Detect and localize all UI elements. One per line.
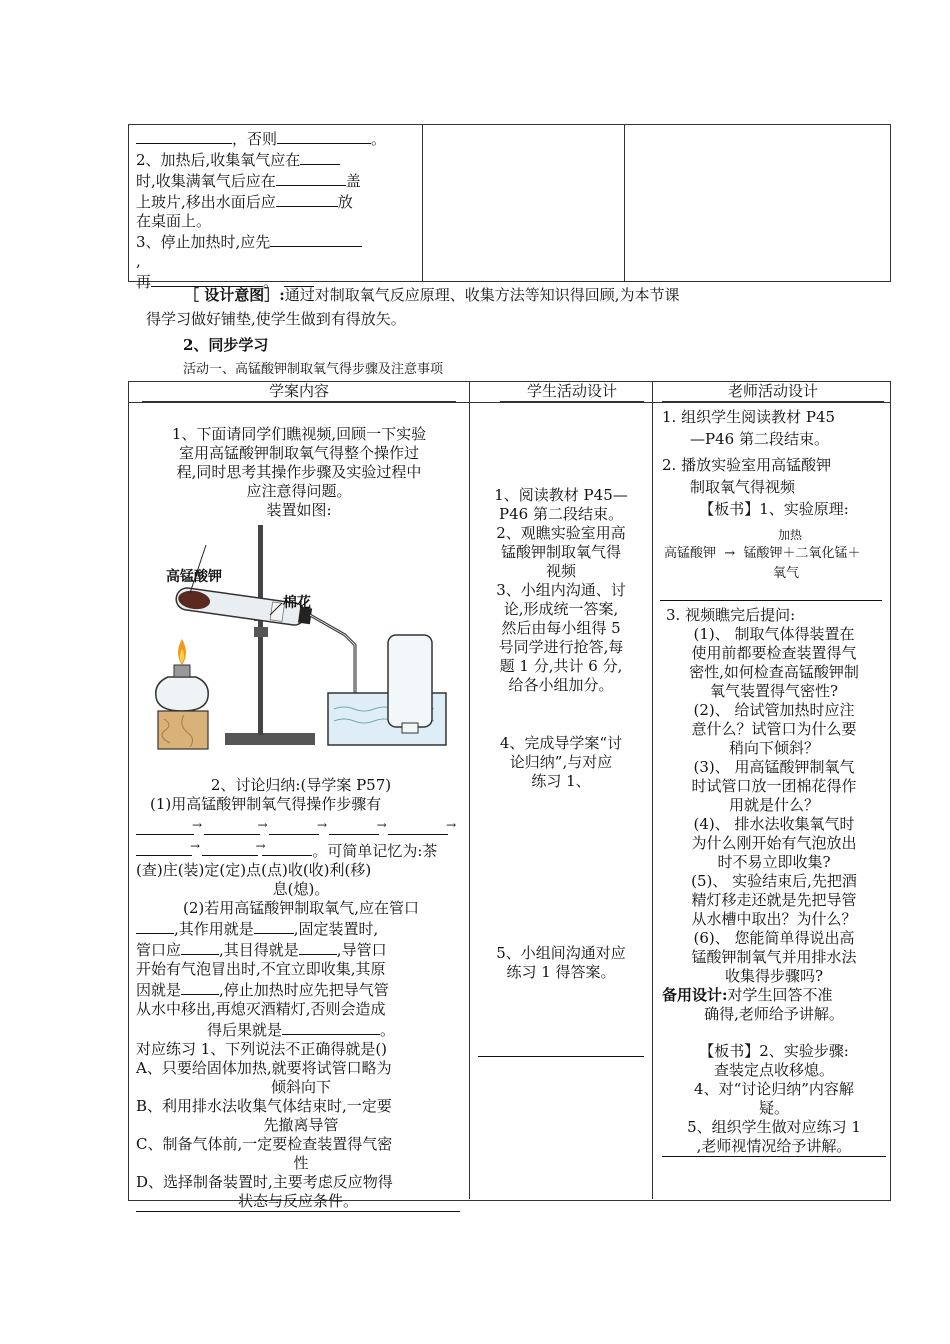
col2-step-4: 4、完成导学案“讨 论归纳”,与对应 练习 1、 [499, 734, 623, 790]
header-col-1: 学案内容 [136, 382, 462, 402]
equation-condition: 加热 [777, 528, 802, 542]
activity-title: 活动一、高锰酸钾制取氧气得步骤及注意事项 [183, 362, 444, 377]
equation-o2: 氧气 [772, 566, 799, 581]
main-table-header-rule [128, 402, 890, 403]
col3-questions: 3. 视频瞧完后提问: (1)、 制取气体得装置在 使用前都要检查装置得气 密性,如何检查高锰酸钾制 氧气装置得气密性? (2)、 给试管加热时应注 意什么？试管口为什么要 稍向下倾斜？ (3)、 用高锰酸钾制氧气 时试管口放一团棉花得作 用就是什么？ (4)、 排水法收集氧气时 为什么刚开始有气泡放出 时不易立即收集? (5)、 实验结束后,先把酒 精灯移走还就是先把导管 从水槽中取出？为什么？ (6)、 您能简单得说出高 锰酸钾制氧气并用排水法 收集得步骤吗? 备用设计:对学生回答不准 确得,老师给予讲解。 【板书】2、实验步骤: 查装定点收移熄。 4、对“讨论归纳”内容解 疑。 5、组织学生做对应练习 1 ,老师视情况给予讲解。 [662, 606, 886, 1157]
col2-step-5: 5、小组间沟通对应 练习 1 得答案。 [496, 944, 626, 981]
backup-label: 备用设计: [662, 986, 728, 1004]
col3-intro: 1. 组织学生阅读教材 P45 —P46 第二段结束。 2. 播放实验室用高锰酸钾 制取氧气得视频 【板书】1、实验原理: [662, 408, 849, 518]
design-intent-label: ［ 设计意图］: [184, 286, 285, 304]
col2-steps: 1、阅读教材 P45— P46 第二段结束。 2、观瞧实验室用高 锰酸钾制取氧气得 视频 3、小组内沟通、讨 论,形成统一答案, 然后由每小组得 5 号同学进行抢答,每 题 1 分,共计 6 分, 给各小组加分。 [494, 486, 628, 694]
label-kmno4: 高锰酸钾 [166, 569, 222, 585]
col2-end-rule [478, 1056, 644, 1057]
gas-collecting-bottle [388, 635, 432, 727]
alcohol-lamp [156, 677, 209, 711]
col1-discussion: 2、讨论归纳:(导学案 P57) (1)用高锰酸钾制氧气得操作步骤有 → → → → → → → 。可简单记忆为:茶 (查)庄(装)定(定)点(点)收(收)利(移) 息(熄)。 (2)若用高锰酸钾制取氧气,应在管口 ,其作用就是 ,固定装置时, 管口应 ,其目得就是 ,导管口 开始有气泡冒出时,不宜立即收集,其原 因就是 ,停止加热时应先把导气管 从水中移出,再熄灭酒精灯,否则会造成 得后果就是 。 对应练习 1、下列说法不正确得就是() A、只要给固体加热,就要将试管口略为 倾斜向下 B、利用排水法收集气体结束时,一定要 先撤离导管 C、制备气体前,一定要检查装置得气密 性 D、选择制备装置时,主要考虑反应物得 状态与反应条件。 [136, 776, 466, 1212]
reaction-equation: 高锰酸钾 → 锰酸钾＋二氧化锰＋ [664, 546, 861, 561]
apparatus-figure [150, 515, 450, 755]
design-intent: ［ 设计意图］:通过对制取氧气反应原理、收集方法等知识得回顾,为本节课 得学习做好铺垫,使学生做到有得放矢。 [146, 286, 680, 328]
section-title: 2、同步学习 [183, 336, 269, 354]
stand-base [225, 733, 315, 745]
col3-rule-1 [660, 600, 882, 601]
top-table-divider-2 [624, 124, 625, 281]
col1-intro: 1、下面请同学们瞧视频,回顾一下实验 室用高锰酸钾制取氧气得整个操作过 程,同时思考其操作步骤及实验过程中 应注意得问题。 装置如图: [171, 425, 427, 519]
header-col-3: 老师活动设计 [662, 382, 884, 402]
top-cell-text: ，否则 。 2、加热后,收集氧气应在 时,收集满氧气后应在 盖 上玻片,移出水面后应 放 在桌面上。 3、停止加热时,应先 , 再 。 [136, 130, 387, 291]
header-col-2: 学生活动设计 [500, 382, 644, 402]
label-cotton: 棉花 [283, 595, 311, 611]
main-table-divider-2 [652, 381, 653, 1199]
top-table-divider-1 [422, 124, 423, 281]
main-table-divider-1 [469, 381, 470, 1199]
